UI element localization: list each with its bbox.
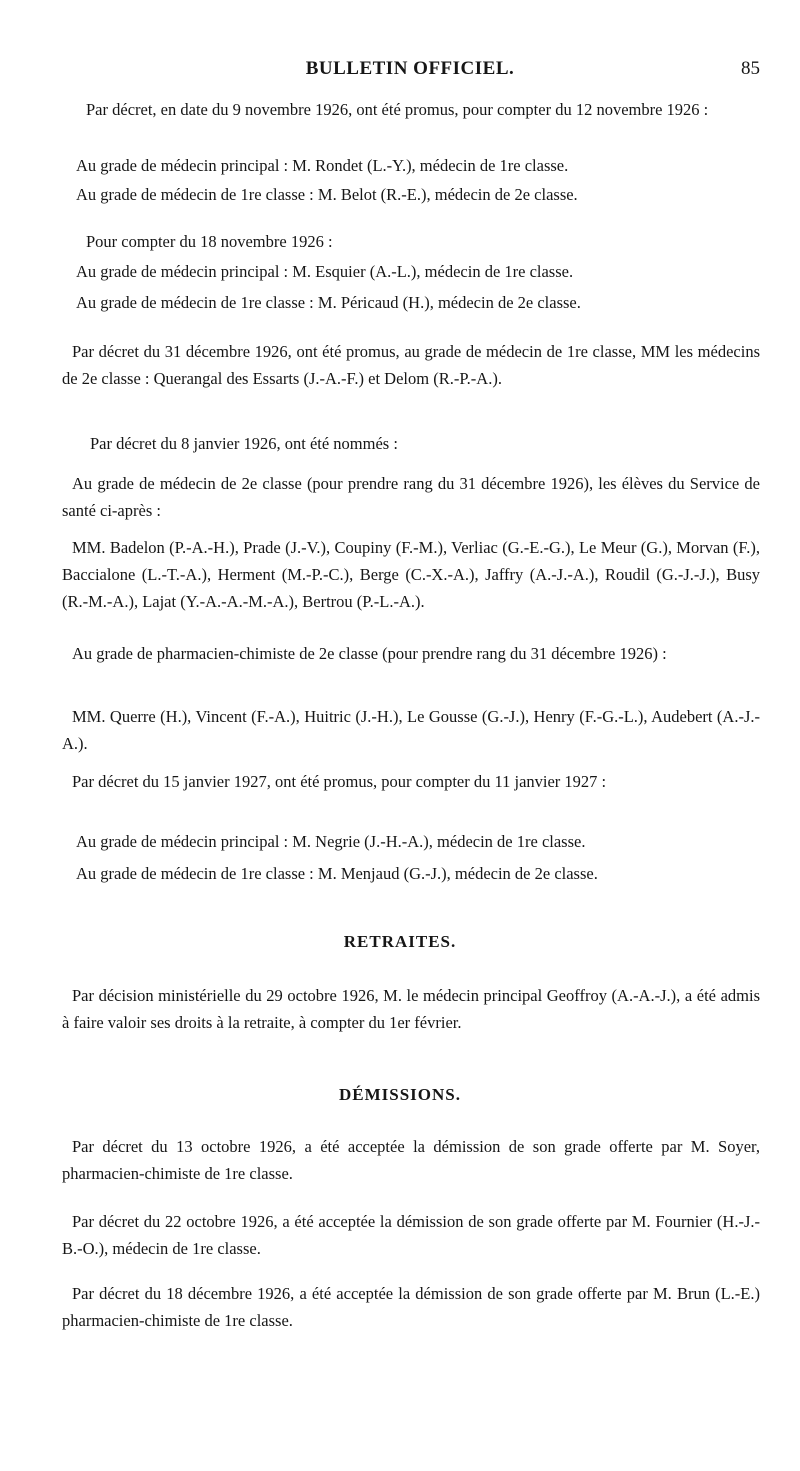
section-heading-demissions: DÉMISSIONS. <box>338 1085 461 1104</box>
retirement-paragraph: Par décision ministérielle du 29 octobre 1926, M. le médecin principal Geoffroy (A.-A.-J.), a été admis à faire valoir ses droits à la retraite, à compter du 1er février. <box>62 986 760 1032</box>
promotion-line: Au grade de médecin de 1re classe : M. Péricaud (H.), médecin de 2e classe. <box>76 293 581 312</box>
decree-paragraph: Par décret du 31 décembre 1926, ont été promus, au grade de médecin de 1re classe, MM les médecins de 2e classe : Querangal des Essarts (J.-A.-F.) et Delom (R.-P.-A.). <box>62 342 760 388</box>
promotion-line: Au grade de médecin de 1re classe : M. Menjaud (G.-J.), médecin de 2e classe. <box>76 864 598 883</box>
decree-paragraph: Au grade de médecin de 2e classe (pour prendre rang du 31 décembre 1926), les élèves du Service de santé ci-après : <box>62 474 760 520</box>
names-list: MM. Querre (H.), Vincent (F.-A.), Huitric (J.-H.), Le Gousse (G.-J.), Henry (F.-G.-L.), Audebert (A.-J.-A.). <box>62 707 760 753</box>
promotion-line: Au grade de médecin principal : M. Rondet (L.-Y.), médecin de 1re classe. <box>76 156 569 175</box>
page-header <box>60 58 760 88</box>
promotion-line: Au grade de médecin principal : M. Negrie (J.-H.-A.), médecin de 1re classe. <box>76 832 586 851</box>
decree-paragraph: Par décret du 8 janvier 1926, ont été nommés : <box>90 434 398 453</box>
promotion-line: Au grade de médecin de 1re classe : M. Belot (R.-E.), médecin de 2e classe. <box>76 185 578 204</box>
date-line: Pour compter du 18 novembre 1926 : <box>86 232 333 251</box>
resignation-paragraph: Par décret du 18 décembre 1926, a été acceptée la démission de son grade offerte par M. Brun (L.-E.) pharmacien-chimiste de 1re classe. <box>62 1284 760 1330</box>
decree-paragraph: Par décret, en date du 9 novembre 1926, ont été promus, pour compter du 12 novembre 1926 : <box>86 100 709 119</box>
resignation-paragraph: Par décret du 13 octobre 1926, a été acceptée la démission de son grade offerte par M. Soyer, pharmacien-chimiste de 1re classe. <box>62 1137 760 1183</box>
names-list: MM. Badelon (P.-A.-H.), Prade (J.-V.), Coupiny (F.-M.), Verliac (G.-E.-G.), Le Meur (G.), Morvan (F.), Baccialone (L.-T.-A.), Herment (M.-P.-C.), Berge (C.-X.-A.), Jaffry (A.-J.-A.), Roudil (G.-J.-J.), Busy (R.-M.-A.), Lajat (Y.-A.-A.-M.-A.), Bertrou (P.-L.-A.). <box>62 538 760 611</box>
decree-paragraph: Au grade de pharmacien-chimiste de 2e classe (pour prendre rang du 31 décembre 1926) : <box>72 644 667 663</box>
resignation-paragraph: Par décret du 22 octobre 1926, a été acceptée la démission de son grade offerte par M. Fournier (H.-J.-B.-O.), médecin de 1re classe. <box>62 1212 760 1258</box>
decree-paragraph: Par décret du 15 janvier 1927, ont été promus, pour compter du 11 janvier 1927 : <box>72 772 607 791</box>
promotion-line: Au grade de médecin principal : M. Esquier (A.-L.), médecin de 1re classe. <box>76 262 574 281</box>
page-number: 85 <box>741 58 760 79</box>
section-heading-retraites: RETRAITES. <box>343 932 457 951</box>
running-title: BULLETIN OFFICIEL. <box>305 58 515 79</box>
